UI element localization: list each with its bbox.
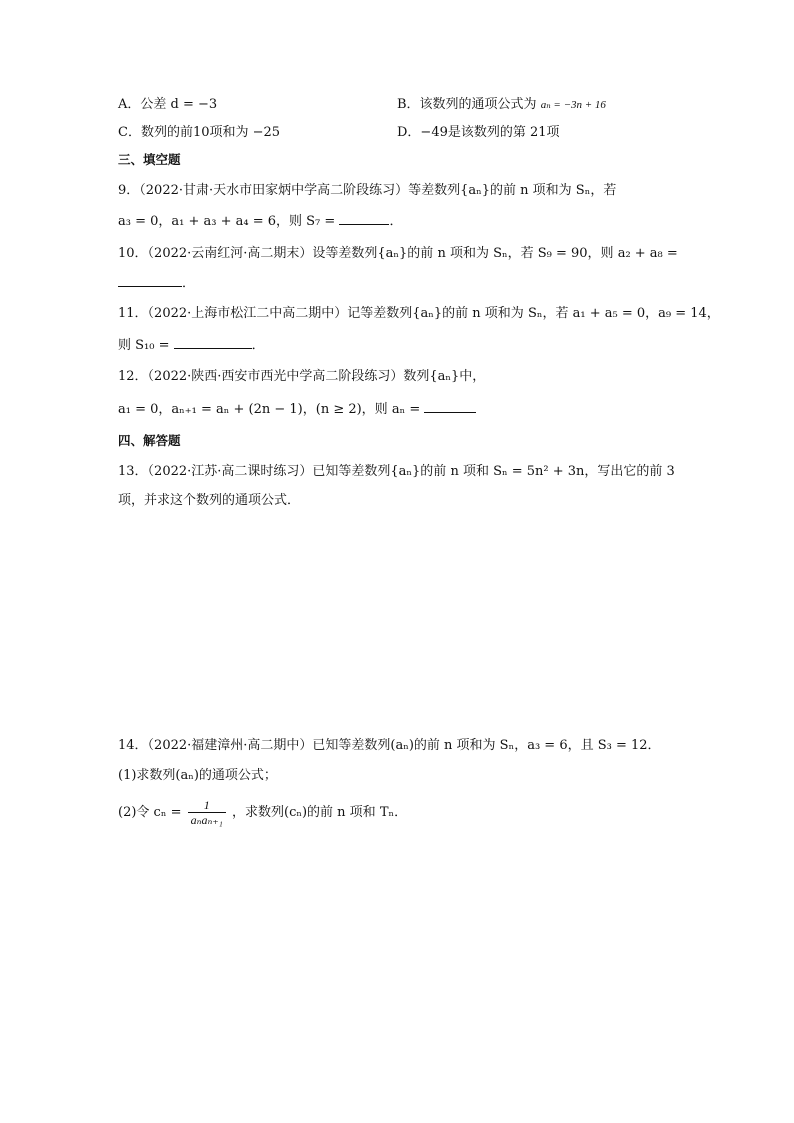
question-14-part-2-prefix: (2)令 cₙ = bbox=[118, 805, 182, 820]
fraction-numerator: 1 bbox=[203, 798, 210, 812]
option-b-text: B．该数列的通项公式为 bbox=[397, 97, 537, 112]
section-fill-in-title: 三、填空题 bbox=[118, 152, 181, 167]
section-solve-title: 四、解答题 bbox=[118, 433, 181, 448]
answer-blank-12[interactable] bbox=[424, 400, 476, 413]
option-c: C．数列的前10项和为 −25 bbox=[118, 125, 281, 140]
question-9-line-1: 9．（2022·甘肃·天水市田家炳中学高二阶段练习）等差数列{aₙ}的前 n 项和为 Sₙ，若 bbox=[118, 183, 617, 198]
question-12-line-1: 12．（2022·陕西·西安市西光中学高二阶段练习）数列{aₙ}中， bbox=[118, 369, 486, 384]
answer-blank-10[interactable] bbox=[118, 274, 182, 287]
fraction bbox=[188, 798, 226, 827]
question-13-line-1: 13．（2022·江苏·高二课时练习）已知等差数列{aₙ}的前 n 项和 Sₙ = 5n² + 3n，写出它的前 3 bbox=[118, 464, 675, 479]
question-14-part-2-suffix: ，求数列(cₙ)的前 n 项和 Tₙ． bbox=[232, 805, 408, 820]
question-12-formula: a₁ = 0，aₙ₊₁ = aₙ + (2n − 1)，(n ≥ 2)，则 aₙ = bbox=[118, 402, 421, 417]
option-d: D．−49是该数列的第 21项 bbox=[397, 125, 560, 140]
question-11-formula: 则 S₁₀ = bbox=[118, 338, 170, 353]
question-14-line-1: 14．（2022·福建漳州·高二期中）已知等差数列(aₙ)的前 n 项和为 Sₙ，a₃ = 6，且 S₃ = 12． bbox=[118, 738, 661, 753]
question-9-formula: a₃ = 0，a₁ + a₃ + a₄ = 6，则 S₇ = bbox=[118, 214, 336, 229]
fraction-denominator: aₙaₙ₊₁ bbox=[188, 812, 226, 827]
answer-blank-9[interactable] bbox=[339, 212, 389, 225]
question-13-line-2: 项，并求这个数列的通项公式． bbox=[118, 493, 301, 508]
question-10-line-1: 10．（2022·云南红河·高二期末）设等差数列{aₙ}的前 n 项和为 Sₙ，若 S₉ = 90，则 a₂ + a₈ = bbox=[118, 246, 678, 261]
question-11-line-1: 11．（2022·上海市松江二中高二期中）记等差数列{aₙ}的前 n 项和为 Sₙ，若 a₁ + a₅ = 0，a₉ = 14， bbox=[118, 306, 720, 321]
question-9-line-2: a₃ = 0，a₁ + a₃ + a₄ = 6，则 S₇ = ． bbox=[118, 214, 403, 229]
question-14-part-2 bbox=[118, 796, 407, 830]
answer-blank-11[interactable] bbox=[174, 336, 252, 349]
option-a: A．公差 d = −3 bbox=[118, 97, 218, 112]
question-10-line-2: ． bbox=[118, 274, 195, 293]
question-12-line-2 bbox=[118, 400, 476, 419]
option-b-formula: aₙ = −3n + 16 bbox=[540, 99, 606, 111]
question-14-part-1: (1)求数列(aₙ)的通项公式； bbox=[118, 768, 277, 783]
option-b bbox=[397, 96, 606, 114]
question-11-line-2: 则 S₁₀ = ． bbox=[118, 338, 265, 353]
